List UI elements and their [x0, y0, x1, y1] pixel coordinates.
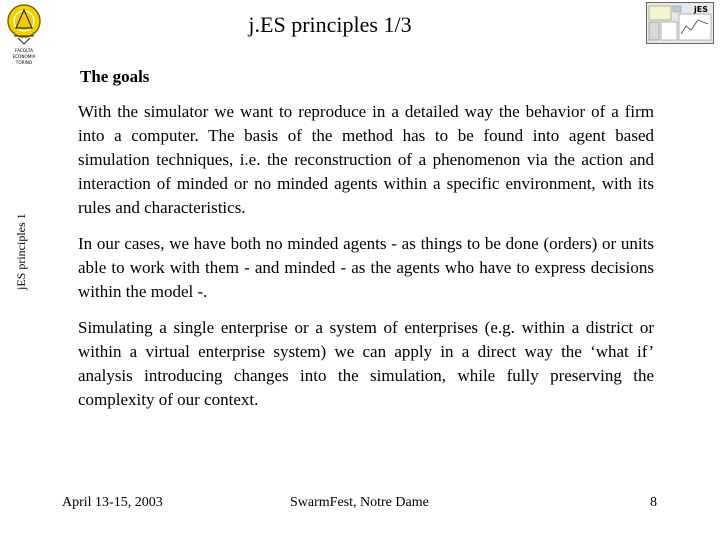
section-heading: The goals [80, 67, 150, 86]
footer-date: April 13-15, 2003 [62, 495, 163, 510]
slide-body [78, 100, 654, 424]
logo-text-line: FACOLTA [15, 48, 33, 53]
logo-text-line: TORINO [15, 60, 33, 65]
paragraph: With the simulator we want to reproduce in a detailed way the behavior of a firm into a computer. The basis of the method has to be found into agent based simulation techniques, i.e. the reconstruction of a phenomenon via the action and interaction of minded or no minded agents within a specific environment, with its rules and characteristics. [78, 102, 654, 217]
paragraph: In our cases, we have both no minded agents - as things to be done (orders) or units able to work with them - and minded - as the agents who have to express decisions within the model -. [78, 234, 654, 301]
logo-text-line: ECONOMIA [12, 54, 36, 59]
slide-title: j.ES principles 1/3 [248, 12, 412, 37]
side-label: jES principles 1 [14, 213, 28, 290]
jes-logo-text: jES [694, 5, 708, 14]
paragraph: Simulating a single enterprise or a system of enterprises (e.g. within a district or within a virtual enterprise system) we can apply in a direct way the ‘what if’ analysis introducing changes into the simulation, while fully preserving the complexity of our context. [78, 318, 654, 409]
footer-event: SwarmFest, Notre Dame [290, 495, 429, 510]
page-number: 8 [650, 495, 657, 510]
side-label-container [0, 190, 28, 290]
